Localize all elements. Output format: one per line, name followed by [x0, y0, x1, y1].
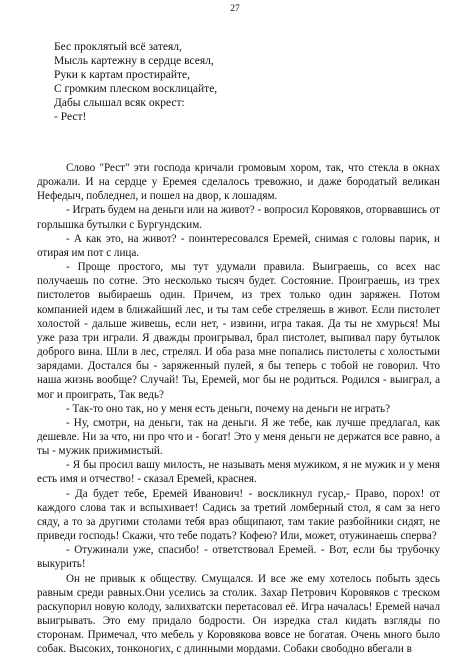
poem-line: С громким плеском восклицайте, [54, 83, 218, 95]
paragraph: - Проще простого, мы тут удумали правила. Выиграешь, со всех нас получаешь по сотне. Это несколько тысяч будет. Состояние. Проиграешь, из трех пистолетов выбираешь один. Причем, из трех только один заряжен. Потом компанией идем в ближайший лес, и ты там себе стреляешь в живот. Если пистолет холостой - дальше живешь, если нет, - извини, игра такая. Да ты не хмурься! Мы уже раза три играли. Я дважды проигрывал, брал пистолет, выпивал пару бутылок доброго вина. Шли в лес, стрелял. И оба раза мне попались пистолеты с холостыми зарядами. Достался бы - заряженный пулей, я бы теперь с тобой не говорил. Что наша жизнь вообще? Случай! Ты, Еремей, мог бы не родиться. Родился - выиграл, а мог и проиграть, Так ведь? [37, 261, 440, 401]
paragraph: - А как это, на живот? - поинтересовался Еремей, снимая с головы парик, и отирая им пот с лица. [37, 232, 440, 259]
page-number: 27 [230, 4, 240, 14]
poem-line: Руки к картам простирайте, [54, 69, 191, 81]
poem-line: Дабы слышал всяк окрест: [54, 97, 185, 109]
paragraph: Слово "Рест" эти господа кричали громовым хором, так, что стекла в окнах дрожали. И на сердце у Еремея сделалось тревожно, и даже бородатый великан Нефедыч, побледнел, и пошел на двор, к лошадям. [37, 162, 440, 203]
paragraph: - Ну, смотри, на деньги, так на деньги. Я же тебе, как лучше предлагал, как дешевле. Ни за что, ни про что и - богат! Это у меня деньги не держатся все равно, а ты - мужик прижимистый. [37, 416, 440, 458]
paragraph: Он не привык к обществу. Смущался. И все же ему хотелось побыть здесь равным среди равных.Они уселись за столик. Захар Петрович Коровяков с треском раскупорил новую колоду, залихватски перетасовал её. Игра началась! Еремей начал выигрывать. Это ему придало бодрости. Он изредка стал кидать взгляды по сторонам. Примечал, что мебель у Коровякова вовсе не богатая. Очень много было собак. Высоких, тонконогих, с длинными мордами. Собаки свободно вбегали в [37, 572, 440, 656]
poem-stanza [54, 40, 414, 124]
paragraph: - Отужинали уже, спасибо! - ответствовал Еремей. - Вот, если бы трубочку выкурить! [37, 544, 440, 571]
paragraph: - Играть будем на деньги или на живот? - вопросил Коровяков, оторвавшись от горлышка бутылки с Бургундским. [37, 204, 440, 231]
paragraph: - Я бы просил вашу милость, не называть меня мужиком, я не мужик и у меня есть имя и отчество! - сказал Еремей, краснея. [37, 459, 440, 486]
poem-line: Мысль картежну в сердце всеял, [54, 55, 214, 67]
poem-line: Бес проклятый всё затеял, [54, 41, 182, 53]
paragraph: - Так-то оно так, но у меня есть деньги, почему на деньги не играть? [66, 402, 391, 415]
body-text [37, 161, 440, 656]
poem-line: - Рест! [54, 111, 87, 123]
paragraph: - Да будет тебе, Еремей Иванович! - воскликнул гусар,- Право, порох! от каждого слова так и вспыхивает! Садись за третий ломберный стол, я сам за него сяду, а то за другими столами тебя враз общипают, там такие разбойники сидят, не приведи господь! Скажи, что тебе подать? Кофею? Или, может, отужинаешь сперва? [37, 487, 440, 543]
